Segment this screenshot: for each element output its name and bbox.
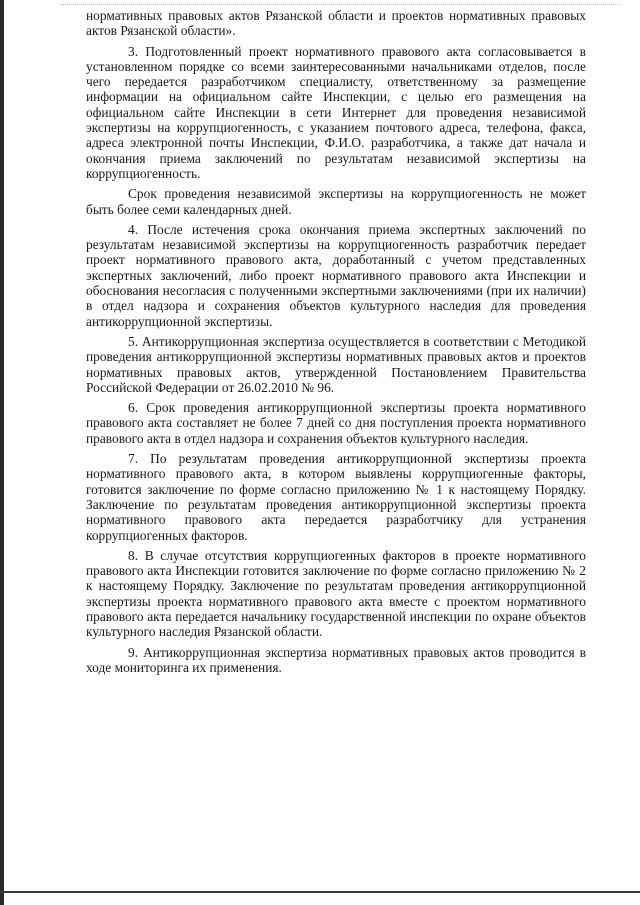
paragraph-3: 3. Подготовленный проект нормативного правового акта согласовывается в установленном порядке со всеми заинтересованными начальниками отделов, после чего передается разработчиком специалисту, ответственному за размещение информации на официальном сайте Инспекции, с целью его размещения на официальном сайте Инспекции в сети Интернет для проведения независимой экспертизы на коррупциогенность, с указанием почтового адреса, телефона, факса, адреса электронной почты Инспекции, Ф.И.О. разработчика, а также дат начала и окончания приема заключений по результатам независимой экспертизы на коррупциогенность. <box>86 43 586 181</box>
paragraph-3-term: Срок проведения независимой экспертизы на коррупциогенность не может быть более семи календарных дней. <box>86 186 586 217</box>
paragraph-continuation: нормативных правовых актов Рязанской области и проектов нормативных правовых актов Рязанской области». <box>86 8 586 39</box>
paragraph-6: 6. Срок проведения антикоррупционной экспертизы проекта нормативного правового акта составляет не более 7 дней со дня поступления проекта нормативного правового акта в отдел надзора и сохранения объектов культурного наследия. <box>86 400 586 446</box>
paragraph-9: 9. Антикоррупционная экспертиза нормативных правовых актов проводится в ходе мониторинга их применения. <box>86 644 586 675</box>
scan-line-bottom <box>0 891 640 893</box>
scan-line-top <box>60 4 620 6</box>
paragraph-8: 8. В случае отсутствия коррупциогенных факторов в проекте нормативного правового акта Инспекции готовится заключение по форме согласно приложению № 2 к настоящему Порядку. Заключение по результатам проведения антикоррупционной экспертизы проекта нормативного правового акта вместе с проектом нормативного правового акта передается начальнику государственной инспекции по охране объектов культурного наследия Рязанской области. <box>86 547 586 640</box>
paragraph-5: 5. Антикоррупционная экспертиза осуществляется в соответствии с Методикой проведения антикоррупционной экспертизы нормативных правовых актов и проектов нормативных правовых актов, утвержденной Постановлением Правительства Российской Федерации от 26.02.2010 № 96. <box>86 333 586 395</box>
scan-edge-left <box>0 0 4 905</box>
paragraph-4: 4. После истечения срока окончания приема экспертных заключений по результатам независимой экспертизы на коррупциогенность разработчик передает проект нормативного правового акта, доработанный с учетом представленных экспертных заключений, либо проект нормативного правового акта Инспекции и обоснования несогласия с полученными экспертными заключениями (при их наличии) в отдел надзора и сохранения объектов культурного наследия для проведения антикоррупционной экспертизы. <box>86 221 586 329</box>
paragraph-7: 7. По результатам проведения антикоррупционной экспертизы проекта нормативного правового акта, в котором выявлены коррупциогенные факторы, готовится заключение по форме согласно приложению № 1 к настоящему Порядку. Заключение по результатам проведения антикоррупционной экспертизы проекта нормативного правового акта передается разработчику для устранения коррупциогенных факторов. <box>86 451 586 543</box>
document-body <box>86 8 586 675</box>
